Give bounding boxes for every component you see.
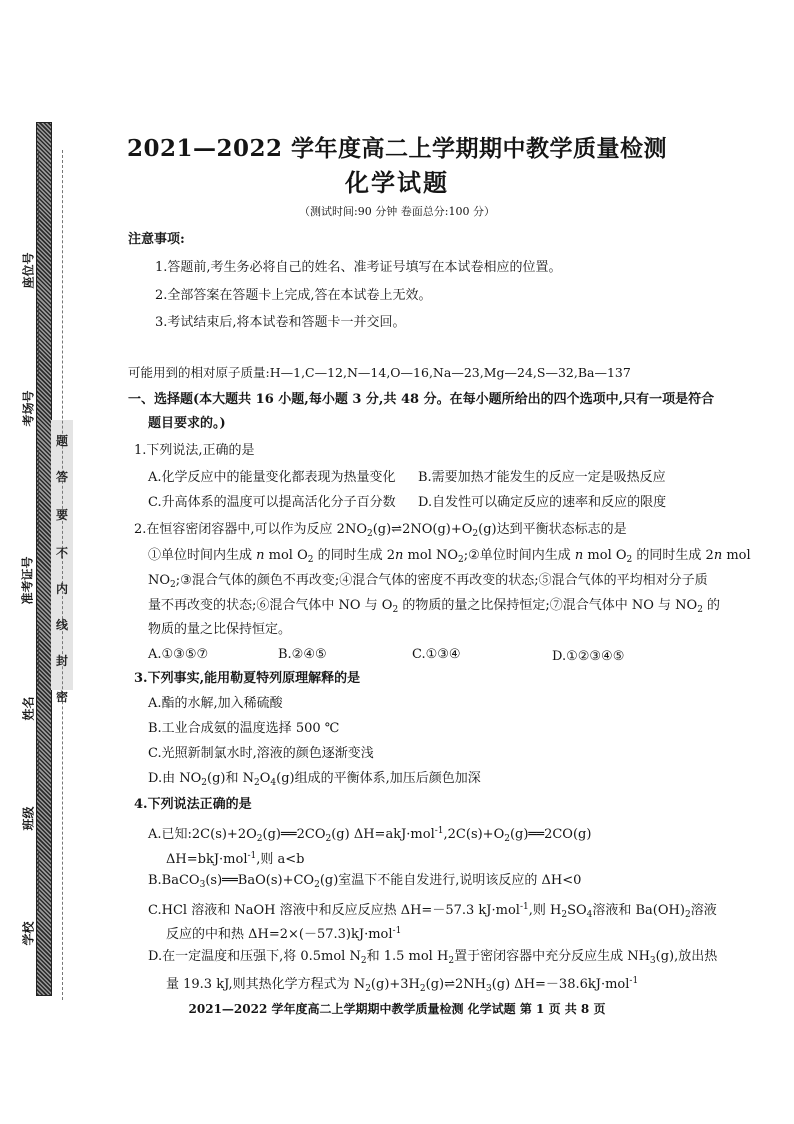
seal-char: 线: [55, 618, 68, 632]
exam-info: （测试时间:90 分钟 卷面总分:100 分）: [299, 205, 495, 218]
exam-room-line: [38, 305, 40, 375]
q2-line1: ①单位时间内生成 n mol $O_2$ 的同时生成 2n mol $NO_2;②$单位时间内生成 n mol $O_2$ 的同时生成 2n mol: [148, 548, 751, 565]
q2-line4: 物质的量之比保持恒定。: [148, 622, 292, 637]
seat-number-label: 座位号: [21, 252, 36, 289]
q2-line3: 量不再改变的状态;⑥混合气体中 NO 与 $O_2$ 的物质的量之比保持恒定;⑦混合气体中 NO 与 $NO_2$ 的: [148, 598, 721, 615]
seal-characters: [51, 420, 73, 740]
q3-stem: 3.下列事实,能用勒夏特列原理解释的是: [134, 671, 361, 686]
name-label: 姓名: [21, 696, 36, 721]
q1-stem: 1.下列说法,正确的是: [134, 443, 255, 458]
q4-option-d-line1: D.在一定温度和压强下,将 0.5mol $N_2$和 1.5 mol $H_2$置于密闭容器中充分反应生成 $NH_3(g)$,放出热: [148, 949, 718, 966]
q4-option-a-line1: A.已知$:2C(s)+2O_2(g)══2CO_2(g)$ $\Delta H=akJ\cdot mol^{-1},2C(s)+O_2(g)══2CO(g)$: [148, 826, 592, 844]
q1-option-c: C.升高体系的温度可以提高活化分子百分数: [148, 495, 396, 510]
seal-char: 不: [55, 546, 68, 560]
exam-title: 2021—2022 学年度高二上学期期中教学质量检测: [126, 135, 668, 162]
q3-option-d: D.由 $NO_2(g)$和 $N_2O_4(g)$组成的平衡体系,加压后颜色加深: [148, 771, 481, 788]
q2-option-d: D.①②③④⑤: [552, 649, 625, 664]
notice-heading: 注意事项:: [128, 232, 185, 247]
q4-option-d-line2: 量 19.3 kJ,则其热化学方程式为 $N_2(g)+3H_2(g)\rightleftharpoons 2NH_3(g)$ ΔH=－38.6kJ·mol$^{-1}$: [166, 976, 639, 994]
q4-option-c-line2: 反应的中和热 ΔH=2×(－57.3)kJ·mol$^{-1}$: [166, 926, 402, 942]
section-heading-cont: 题目要求的。): [148, 416, 226, 431]
notice-item: 3.考试结束后,将本试卷和答题卡一并交回。: [155, 315, 406, 330]
q3-option-a: A.酯的水解,加入稀硫酸: [148, 696, 283, 711]
q2-option-b: B.②④⑤: [278, 647, 327, 662]
seal-char: 答: [55, 470, 68, 484]
q4-option-a-line2: ΔH=bkJ·mol$^{-1}$,则 a<b: [166, 851, 305, 867]
name-line: [38, 625, 40, 685]
seal-char: 题: [55, 434, 68, 448]
class-line: [38, 740, 40, 795]
seal-char: 密: [55, 690, 68, 704]
notice-item: 2.全部答案在答题卡上完成,答在本试卷上无效。: [155, 288, 432, 303]
admission-number-line: [38, 450, 40, 545]
q2-line2: $NO_2;③$混合气体的颜色不再改变;④混合气体的密度不再改变的状态;⑤混合气体的平均相对分子质: [148, 573, 708, 590]
q4-stem: 4.下列说法正确的是: [134, 797, 252, 812]
page-footer: 2021—2022 学年度高二上学期期中教学质量检测 化学试题 第 1 页 共 8 页: [188, 1002, 606, 1016]
q3-option-c: C.光照新制氯水时,溶液的颜色逐渐变浅: [148, 746, 374, 761]
q1-option-a: A.化学反应中的能量变化都表现为热量变化: [148, 470, 396, 485]
q1-option-d: D.自发性可以确定反应的速率和反应的限度: [418, 495, 667, 510]
notice-item: 1.答题前,考生务必将自己的姓名、准考证号填写在本试卷相应的位置。: [155, 260, 562, 275]
q3-option-b: B.工业合成氨的温度选择 500 ℃: [148, 721, 340, 736]
school-label: 学校: [21, 921, 36, 946]
q2-option-c: C.①③④: [412, 647, 461, 662]
q2-stem: 2.在恒容密闭容器中,可以作为反应 $2NO_2(g)\rightleftharpoons 2NO(g)+O_2(g)$达到平衡状态标志的是: [134, 522, 627, 539]
seal-char: 封: [55, 654, 68, 668]
section-heading: 一、选择题(本大题共 16 小题,每小题 3 分,共 48 分。在每小题所给出的四个选项中,只有一项是符合: [128, 392, 715, 407]
admission-number-label: 准考证号: [20, 556, 35, 605]
seal-char: 内: [55, 582, 68, 596]
atomic-masses: 可能用到的相对原子质量:H—1,C—12,N—14,O—16,Na—23,Mg—24,S—32,Ba—137: [128, 365, 631, 380]
q2-option-a: A.①③⑤⑦: [148, 647, 209, 662]
q4-option-c-line1: C.HCl 溶液和 NaOH 溶液中和反应反应热 ΔH=－57.3 kJ·mol$^{-1}$,则 $H_2SO_4$溶液和 $Ba(OH)_2$溶液: [148, 902, 717, 920]
class-label: 班级: [21, 806, 36, 831]
q4-option-b: $B.BaCO_3(s)══BaO(s)+CO_2(g)$室温下不能自发进行,说明该反应的 ΔH<0: [148, 873, 582, 890]
subject-title: 化学试题: [345, 168, 449, 197]
exam-room-label: 考场号: [21, 390, 36, 427]
q1-option-b: B.需要加热才能发生的反应一定是吸热反应: [418, 470, 666, 485]
school-line: [38, 850, 40, 910]
seal-char: 要: [55, 508, 68, 522]
